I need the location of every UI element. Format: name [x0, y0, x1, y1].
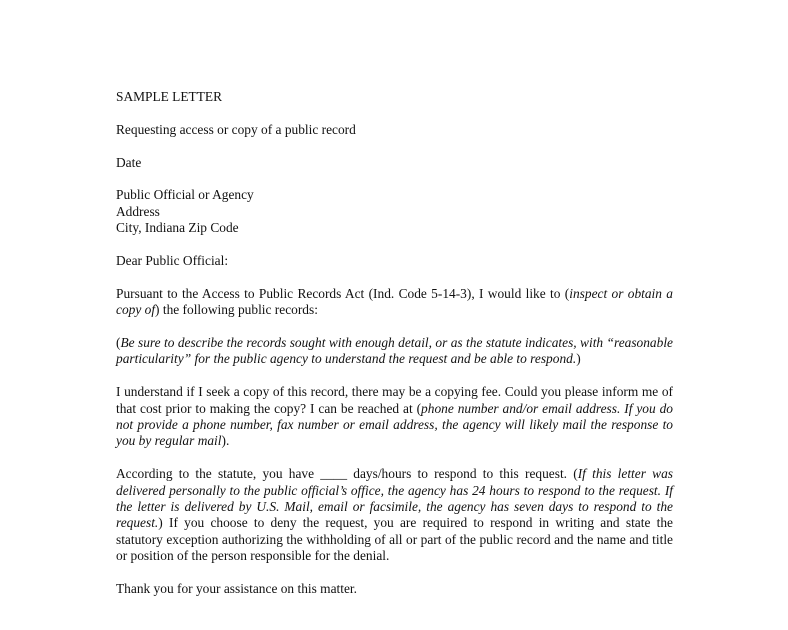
paragraph-describe-close: ) [576, 351, 581, 367]
recipient-address: Address [116, 203, 160, 219]
letter-page [116, 89, 673, 614]
paragraph-fee-text-b: ). [221, 433, 230, 449]
letter-heading: SAMPLE LETTER [116, 89, 223, 104]
closing-line: Thank you for your assistance on this matter. [116, 581, 357, 597]
paragraph-request [116, 286, 673, 319]
paragraph-fee-text-a: I understand if I seek a copy of this record, there may be a copying fee. Could you please inform me of that cost prior to making the copy? I can be reached at ( [116, 384, 673, 416]
letter-subject: Requesting access or copy of a public record [116, 121, 356, 137]
paragraph-request-text-b: ) the following public records: [155, 302, 318, 318]
paragraph-describe-records [116, 335, 673, 368]
salutation: Dear Public Official: [116, 253, 229, 268]
paragraph-statute-deadline [116, 466, 673, 564]
paragraph-statute-italic: If this letter was delivered personally to the public official’s office, the agency has 24 hours to respond to the request. If the letter is delivered by U.S. Mail, email or facsimile, the agency has seven days to respond to the request. [116, 466, 673, 531]
recipient-city-line: City, Indiana Zip Code [116, 220, 239, 236]
paragraph-statute-text-b: ) If you choose to deny the request, you are required to respond in writing and state the statutory exception authorizing the withholding of all or part of the public record and the name and title or position of the person responsible for the denial. [116, 515, 673, 564]
paragraph-request-italic: inspect or obtain a copy of [116, 285, 673, 318]
letter-date: Date [116, 154, 142, 170]
recipient-block [116, 187, 673, 236]
paragraph-fee-italic: phone number and/or email address. If you do not provide a phone number, fax number or email address, the agency will likely mail the response to you by regular mail [116, 400, 673, 449]
paragraph-describe-italic: Be sure to describe the records sought with enough detail, or as the statute indicates, with “reasonable particularity” for the public agency to understand the request and be able to respond. [116, 335, 673, 367]
paragraph-request-text-a: Pursuant to the Access to Public Records Act (Ind. Code 5-14-3), I would like to ( [116, 285, 570, 301]
paragraph-describe-open: ( [116, 335, 121, 350]
paragraph-copying-fee [116, 384, 673, 450]
paragraph-statute-text-a: According to the statute, you have ____ days/hours to respond to this request. ( [116, 466, 578, 482]
recipient-name: Public Official or Agency [116, 187, 254, 203]
